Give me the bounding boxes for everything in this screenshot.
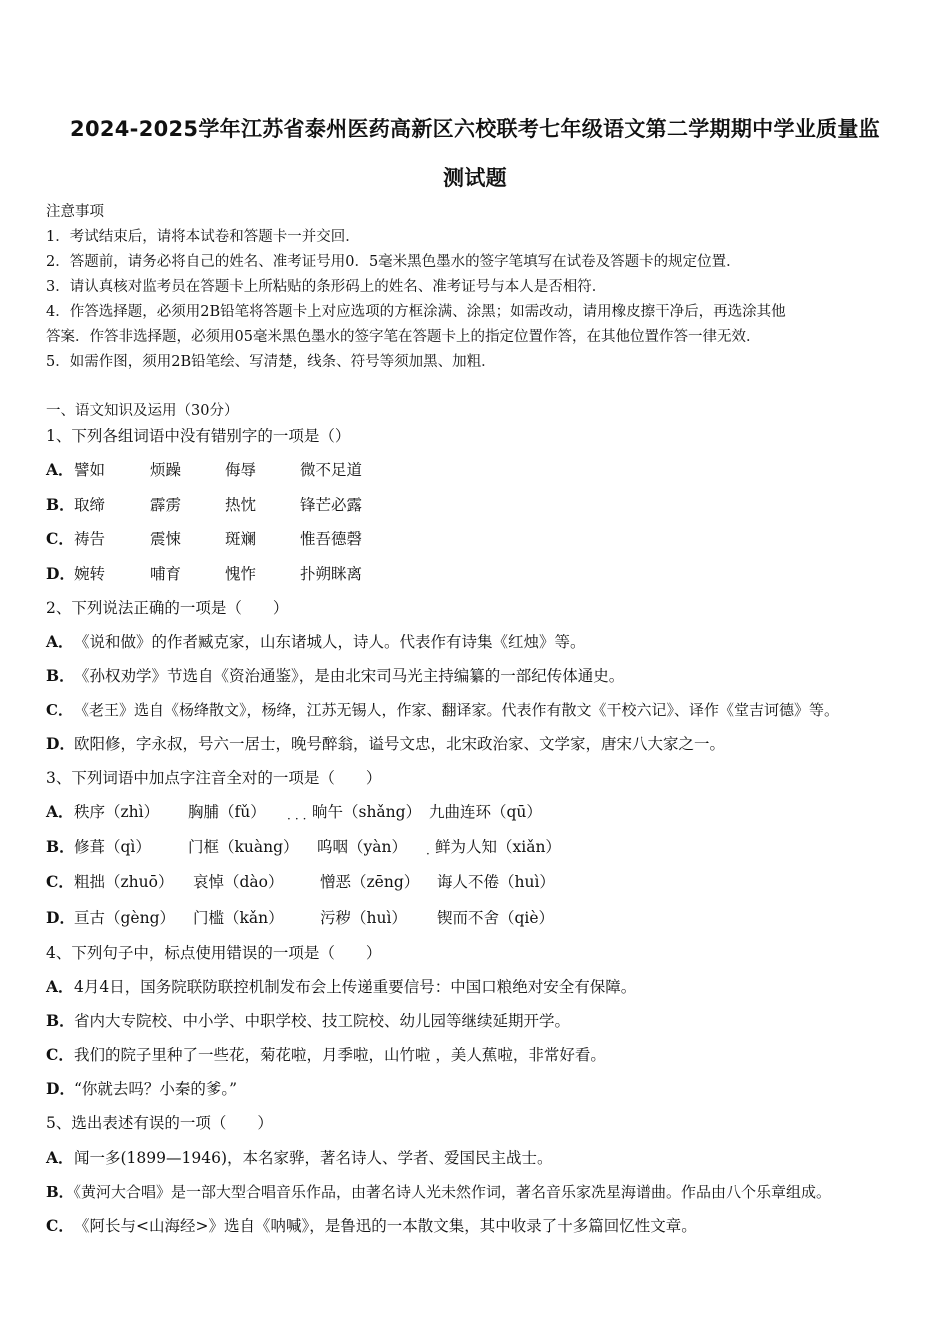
q1-option-d — [46, 563, 74, 585]
q1-word: 哺育 — [150, 565, 182, 583]
q1-word: 取缔 — [74, 496, 106, 514]
q1-option-b — [46, 494, 74, 516]
option-text: “你就去吗？小秦的爹。” — [74, 1080, 238, 1098]
q1-word: 扑朔眯离 — [300, 565, 363, 583]
q3-word: 门槛（kǎn） — [193, 909, 284, 927]
option-label: D． — [46, 734, 75, 753]
question-5-stem: 5、选出表述有误的一项（ ） — [46, 1114, 273, 1132]
q3-word: 污秽（huì） — [320, 909, 407, 927]
q3-word: 粗拙（zhuō） — [74, 873, 174, 891]
q4-option-a — [46, 976, 636, 998]
q4-option-c — [46, 1044, 606, 1066]
q3-word: 诲人不倦（huì） — [437, 873, 555, 891]
q1-word: 祷告 — [74, 530, 106, 548]
option-label: D． — [46, 908, 75, 927]
q1-word: 烦躁 — [150, 461, 182, 479]
q5-option-a — [46, 1147, 553, 1169]
option-label: C． — [46, 701, 73, 719]
notice-item: 1．考试结束后，请将本试卷和答题卡一并交回． — [46, 229, 360, 245]
q3-word: 秩序（zhì） — [74, 803, 160, 821]
q3-word: 晌午（shǎng） — [312, 803, 422, 821]
q3-word: 憎恶（zēng） — [320, 873, 420, 891]
option-label: A． — [46, 632, 74, 651]
q3-word: 胸脯（fǔ） — [188, 803, 266, 821]
notice-heading: 注意事项 — [46, 204, 104, 220]
q1-word: 婉转 — [74, 565, 106, 583]
q5-option-b — [46, 1181, 831, 1203]
q3-word: 修葺（qì） — [74, 838, 151, 856]
option-label: A． — [46, 460, 74, 479]
q3-option-b — [46, 836, 74, 858]
q1-word: 惟吾德磬 — [300, 530, 363, 548]
q3-option-d — [46, 907, 74, 929]
emphasis-dot: · — [426, 847, 434, 861]
question-3-stem: 3、下列词语中加点字注音全对的一项是（ ） — [46, 769, 382, 787]
option-text: 《黄河大合唱》是一部大型合唱音乐作品，由著名诗人光未然作词，著名音乐家冼星海谱曲。作品由八个乐章组成。 — [66, 1183, 832, 1201]
option-label: B． — [46, 1011, 75, 1030]
option-text: 《阿长与<山海经>》选自《呐喊》，是鲁迅的一本散文集，其中收录了十多篇回忆性文章。 — [74, 1217, 697, 1235]
notice-item: 2．答题前，请务必将自己的姓名、准考证号用0．5毫米黑色墨水的签字笔填写在试卷及答题卡的规定位置． — [46, 254, 741, 270]
option-label: A． — [46, 977, 74, 996]
q3-word: 九曲连环（qū） — [429, 803, 542, 821]
option-label: B． — [46, 666, 75, 685]
q1-word: 霹雳 — [150, 496, 182, 514]
option-text: 闻一多(1899—1946)，本名家骅，著名诗人、学者、爱国民主战士。 — [74, 1149, 553, 1167]
q5-option-c — [46, 1215, 697, 1237]
q4-option-b — [46, 1010, 570, 1032]
q2-option-d — [46, 733, 725, 755]
notice-item: 4．作答选择题，必须用2B铅笔将答题卡上对应选项的方框涂满、涂黑；如需改动，请用橡皮擦干净后，再选涂其他 — [46, 304, 786, 320]
q3-word: 哀悼（dào） — [193, 873, 284, 891]
q3-option-a — [46, 801, 74, 823]
q1-option-c — [46, 528, 74, 550]
q2-option-a — [46, 631, 586, 653]
q2-option-c — [46, 699, 839, 721]
option-text: 省内大专院校、中小学、中职学校、技工院校、幼儿园等继续延期开学。 — [74, 1012, 571, 1030]
option-label: D． — [46, 1079, 75, 1098]
option-label: C． — [46, 872, 74, 891]
q1-word: 微不足道 — [300, 461, 363, 479]
option-label: D． — [46, 564, 75, 583]
page-title-continued: 测试题 — [443, 166, 507, 190]
q1-word: 愧怍 — [225, 565, 257, 583]
option-text: 我们的院子里种了一些花，菊花啦，月季啦，山竹啦 ，美人蕉啦，非常好看。 — [74, 1046, 606, 1064]
option-label: C． — [46, 1216, 74, 1235]
q3-word: 锲而不舍（qiè） — [437, 909, 555, 927]
option-label: A． — [46, 1148, 74, 1167]
question-1-stem: 1、下列各组词语中没有错别字的一项是（） — [46, 427, 351, 445]
q1-word: 斑斓 — [225, 530, 257, 548]
option-text: 《孙权劝学》节选自《资治通鉴》，是由北宋司马光主持编纂的一部纪传体通史。 — [74, 667, 625, 685]
option-text: 4月4日，国务院联防联控机制发布会上传递重要信号：中国口粮绝对安全有保障。 — [74, 978, 637, 996]
q4-option-d — [46, 1078, 237, 1100]
q3-word: 门框（kuàng） — [188, 838, 299, 856]
q1-word: 侮辱 — [225, 461, 257, 479]
q1-word: 热忱 — [225, 496, 257, 514]
option-label: B． — [46, 495, 75, 514]
q1-word: 锋芒必露 — [300, 496, 363, 514]
notice-item: 答案．作答非选择题，必须用05毫米黑色墨水的签字笔在答题卡上的指定位置作答，在其他位置作答一律无效． — [46, 329, 761, 345]
q3-word: 亘古（gèng） — [74, 909, 176, 927]
option-label: C． — [46, 529, 74, 548]
option-label: B． — [46, 837, 75, 856]
q1-option-a — [46, 459, 74, 481]
option-label: B． — [46, 1183, 74, 1201]
q3-word: 鲜为人知（xiǎn） — [435, 838, 561, 856]
option-text: 《老王》选自《杨绛散文》，杨绛，江苏无锡人，作家、翻译家。代表作有散文《干校六记》、译作《堂吉诃德》等。 — [74, 701, 840, 719]
q1-word: 震悚 — [150, 530, 182, 548]
notice-item: 3．请认真核对监考员在答题卡上所粘贴的条形码上的姓名、准考证号与本人是否相符． — [46, 279, 607, 295]
q1-word: 譬如 — [74, 461, 106, 479]
q3-word: 呜咽（yàn） — [317, 838, 407, 856]
notice-item: 5．如需作图，须用2B铅笔绘、写清楚，线条、符号等须加黑、加粗． — [46, 354, 496, 370]
q2-option-b — [46, 665, 624, 687]
option-label: C． — [46, 1045, 74, 1064]
option-label: A． — [46, 802, 74, 821]
emphasis-dots: ··· — [287, 812, 311, 826]
option-text: 《说和做》的作者臧克家，山东诸城人，诗人。代表作有诗集《红烛》等。 — [74, 633, 586, 651]
page-title: 2024-2025学年江苏省泰州医药高新区六校联考七年级语文第二学期期中学业质量监 — [70, 117, 880, 141]
question-4-stem: 4、下列句子中，标点使用错误的一项是（ ） — [46, 944, 382, 962]
section-heading: 一、语文知识及运用（30分） — [46, 403, 239, 419]
option-text: 欧阳修，字永叔，号六一居士，晚号醉翁，谥号文忠，北宋政治家、文学家，唐宋八大家之一。 — [74, 735, 726, 753]
question-2-stem: 2、下列说法正确的一项是（ ） — [46, 599, 289, 617]
q3-option-c — [46, 871, 74, 893]
